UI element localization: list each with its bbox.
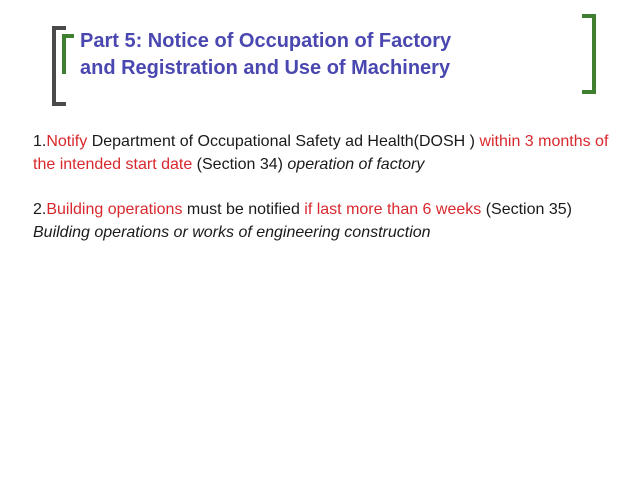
- right-bracket-decoration: [582, 14, 596, 94]
- slide-body: [33, 130, 618, 266]
- point-1-section: (Section 34): [192, 156, 288, 173]
- point-1-number: 1.: [33, 133, 47, 150]
- point-2-section: (Section 35): [481, 201, 572, 218]
- point-1-highlight-deadline: within 3 months of the intended start date: [33, 133, 609, 173]
- point-2-italic-note: Building operations or works of engineering construction: [33, 224, 431, 241]
- point-1-text: Department of Occupational Safety ad Health(DOSH ): [87, 133, 480, 150]
- point-2-text: must be notified: [182, 201, 305, 218]
- title-line-2: and Registration and Use of Machinery: [80, 57, 451, 79]
- slide-title: [80, 28, 550, 82]
- point-1-highlight-notify: Notify: [46, 133, 88, 150]
- point-2-highlight-duration: if last more than 6 weeks: [304, 201, 482, 218]
- point-2: [33, 198, 618, 244]
- title-line-1: Part 5: Notice of Occupation of Factory: [80, 30, 452, 52]
- point-1-italic-note: operation of factory: [287, 156, 425, 173]
- point-2-highlight-building: Building operations: [46, 201, 183, 218]
- point-1: [33, 130, 618, 176]
- left-bracket-accent-decoration: [62, 34, 74, 74]
- point-2-number: 2.: [33, 201, 47, 218]
